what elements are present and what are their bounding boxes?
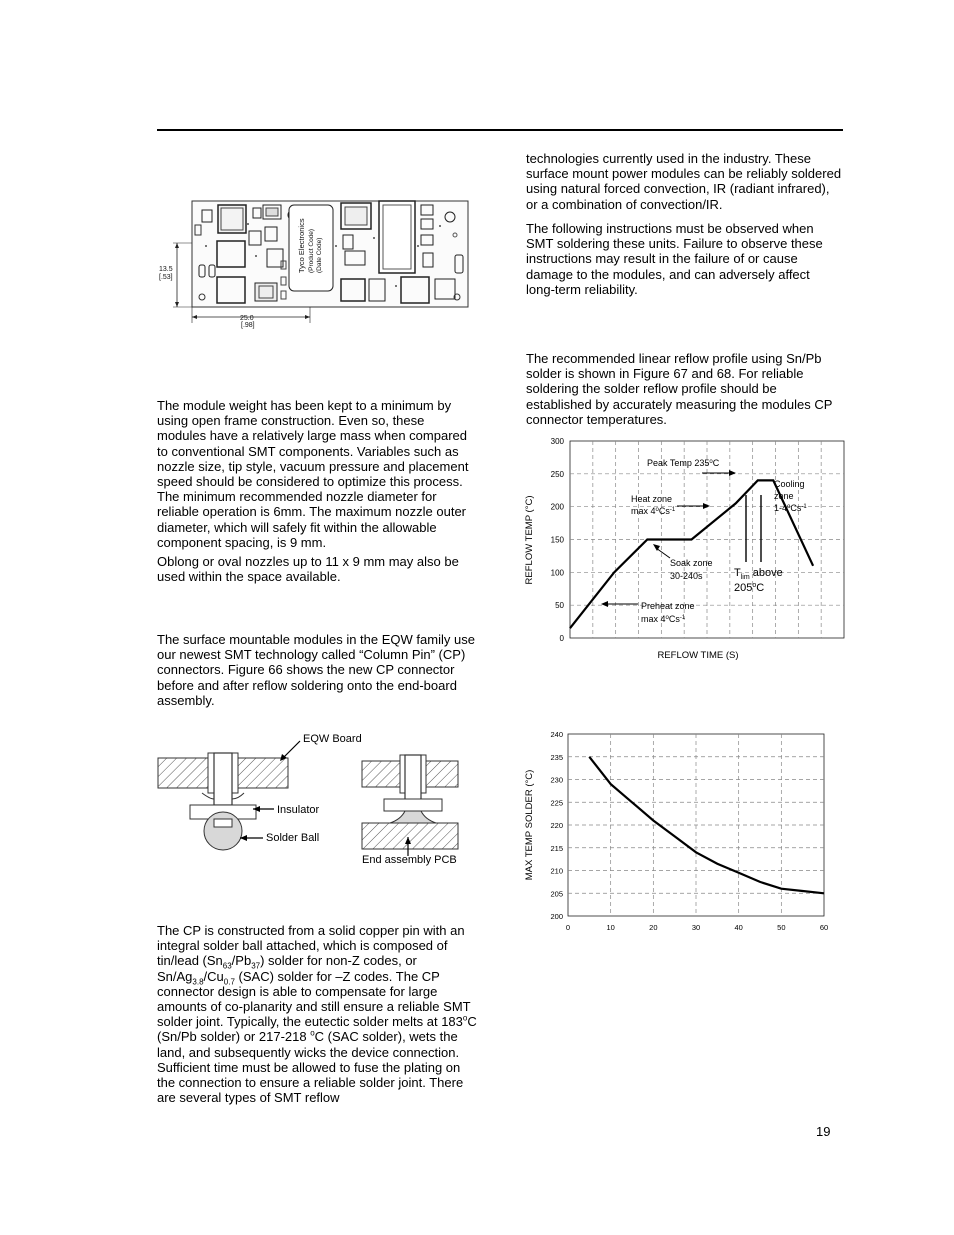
cooling-zone-label: Cooling (774, 479, 805, 489)
max-temp-xtick-label: 30 (691, 923, 701, 932)
max-temp-ylabel: MAX TEMP SOLDER (°C) (524, 769, 535, 881)
max-temp-ytick-label: 210 (550, 866, 563, 876)
reflow-ytick-label: 100 (550, 568, 564, 578)
max-temp-solder-chart (520, 725, 850, 940)
soak-zone-label: Soak zone (670, 558, 713, 568)
heat-zone-rate: $\max 4^oCs^{-1}$ (631, 506, 676, 516)
max-temp-ytick-label: 230 (550, 775, 563, 785)
dim-width: 25.0 (240, 315, 254, 322)
module-label-line2: (Product Code) (308, 228, 315, 273)
reflow-ytick-label: 150 (550, 535, 564, 545)
paragraph-module-weight: The module weight has been kept to a minimum by using open frame construction. Even so, these modules have a relatively large mass when compared to conventional SMT components. Variables such as nozzle size, tip style, vacuum pressure and placement speed should be considered to optimize this process. The minimum recommended nozzle diameter for reliable operation is 6mm. The maximum nozzle outer diameter, which will safely fit within the allowable component spacing, is 9 mm. (157, 398, 469, 550)
max-temp-xtick-label: 20 (649, 923, 658, 932)
label-end-assembly-pcb: End assembly PCB (362, 854, 457, 866)
reflow-ytick-label: 200 (550, 502, 564, 512)
cooling-zone-word: zone (774, 491, 794, 501)
max-temp-xtick-label: 50 (777, 923, 786, 932)
page-number: 19 (816, 1124, 831, 1139)
reflow-profile-chart (520, 430, 850, 670)
tlim-temp: 205$^o$C (734, 582, 765, 594)
reflow-ytick-label: 300 (550, 437, 564, 446)
max-temp-xtick-label: 40 (734, 923, 743, 932)
paragraph-reflow-technologies: technologies currently used in the industry. These surface mount power modules can be reliably soldered using natural forced convection, IR (radiant infrared), or a combination of convection/IR. (526, 151, 842, 212)
paragraph-oblong-nozzles: Oblong or oval nozzles up to 11 x 9 mm may also be used within the space available. (157, 554, 459, 585)
max-temp-ytick-label: 220 (550, 821, 563, 830)
max-temp-ytick-label: 205 (550, 889, 563, 899)
module-label-line1: Tyco Electronics (297, 218, 306, 273)
dim-height-in: [.53] (159, 274, 173, 281)
max-temp-ytick-label: 200 (550, 912, 563, 921)
dim-height: 13.5 (159, 266, 173, 273)
module-label-line3: (Date Code) (316, 237, 323, 273)
max-temp-ytick-label: 235 (550, 752, 563, 762)
reflow-ytick-label: 50 (555, 601, 564, 611)
max-temp-ytick-label: 225 (550, 798, 563, 808)
cooling-zone-rate: $1-4^oCs^{-1}$ (774, 503, 807, 513)
cp-connector-figure (150, 725, 480, 875)
header-rule (157, 129, 843, 131)
paragraph-reflow-profile: The recommended linear reflow profile using Sn/Pb solder is shown in Figure 67 and 68. For reliable soldering the solder reflow profile should be established by accurately measuring the modules CP connector temperatures. (526, 351, 833, 427)
paragraph-column-pin: The surface mountable modules in the EQW family use our newest SMT technology called “Column Pin” (CP) connectors. Figure 66 shows the new CP connector before and after reflow soldering onto the end-board assembly. (157, 632, 475, 708)
max-temp-ytick-label: 215 (550, 843, 563, 853)
max-temp-xtick-label: 60 (819, 923, 829, 932)
paragraph-soldering-instructions: The following instructions must be observed when SMT soldering these units. Failure to observe these instructions may result in the failure of or cause damage to the modules, and can adversely affect long-term reliability. (526, 221, 823, 297)
reflow-xlabel: REFLOW TIME (S) (657, 650, 739, 661)
module-drawing (155, 195, 475, 335)
peak-temp-label: Peak Temp 235$^o$C (647, 458, 720, 468)
preheat-zone-label: Preheat zone (641, 601, 695, 611)
heat-zone-label: Heat zone (631, 494, 673, 504)
preheat-zone-rate: $\max 4^oCs^{-1}$ (641, 614, 686, 624)
reflow-ylabel: REFLOW TEMP (°C) (524, 495, 535, 585)
reflow-ytick-label: 250 (550, 469, 564, 479)
reflow-ytick-label: 0 (559, 634, 564, 643)
tlim-label: $T_{lim}$ above (734, 567, 783, 581)
dim-width-in: [.98] (241, 322, 255, 329)
label-solder-ball: Solder Ball (266, 832, 320, 844)
max-temp-xtick-label: 0 (565, 923, 571, 932)
label-insulator: Insulator (277, 804, 320, 816)
max-temp-ytick-label: 240 (550, 730, 563, 739)
paragraph-cp-construction: The CP is constructed from a solid copper pin with an integral solder ball attached, which is composed of tin/lead $(Sn_{63}/Pb_{37})$ solder for non-Z codes, or $Sn/Ag_{3.8}/Cu_{0.7}$ (SAC) solder for –Z codes. The CP connector design is able to compensate for large amounts of co-planarity and still ensure a reliable SMT solder joint. Typically, the eutectic solder melts at 183$^o$C (Sn/Pb solder) or 217-218 $^o$C (SAC solder), wets the land, and subsequently wicks the device connection. Sufficient time must be allowed to fuse the plating on the connection to ensure a reliable solder joint. There are several types of SMT reflow (157, 923, 477, 1106)
max-temp-xtick-label: 10 (606, 923, 615, 932)
soak-zone-time: 30-240s (670, 571, 703, 581)
label-eqw-board: EQW Board (303, 733, 362, 745)
